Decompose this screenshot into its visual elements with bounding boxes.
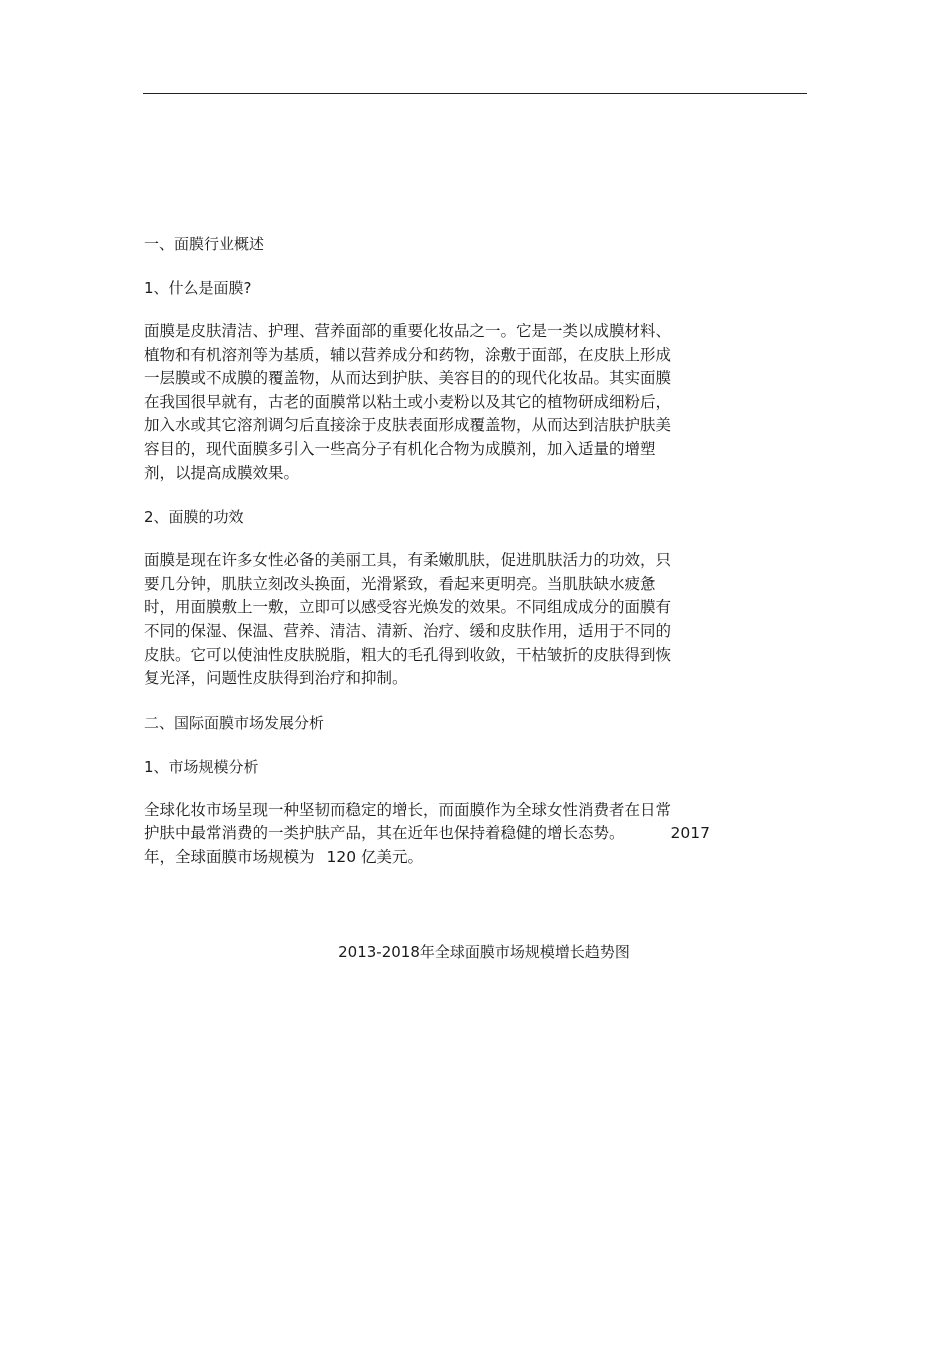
paragraph-market-size xyxy=(144,799,756,870)
paragraph-line: 时，用面膜敷上一敷，立即可以感受容光焕发的效果。不同组成成分的面膜有 xyxy=(144,598,672,617)
document-body xyxy=(144,232,756,890)
paragraph-line: 全球化妆市场呈现一种坚韧而稳定的增长，而面膜作为全球女性消费者在日常 xyxy=(144,800,672,819)
section-1-heading: 一、面膜行业概述 xyxy=(144,235,265,253)
paragraph-mask-effects xyxy=(144,549,756,691)
header-rule xyxy=(143,93,807,94)
figure-caption: 2013-2018年全球面膜市场规模增长趋势图 xyxy=(338,943,630,961)
paragraph-what-is-mask xyxy=(144,320,756,485)
paragraph-line: 加入水或其它溶剂调匀后直接涂于皮肤表面形成覆盖物，从而达到洁肤护肤美 xyxy=(144,416,672,435)
paragraph-line: 剂，以提高成膜效果。 xyxy=(144,463,300,482)
section-2-heading: 二、国际面膜市场发展分析 xyxy=(144,713,325,732)
market-size-value: 120 亿美元。 xyxy=(326,847,424,866)
paragraph-line: 一层膜或不成膜的覆盖物，从而达到护肤、美容目的的现代化妆品。其实面膜 xyxy=(144,369,672,388)
paragraph-line: 面膜是皮肤清洁、护理、营养面部的重要化妆品之一。它是一类以成膜材料、 xyxy=(144,322,672,340)
paragraph-line: 容目的，现代面膜多引入一些高分子有机化合物为成膜剂，加入适量的增塑 xyxy=(144,439,656,458)
market-size-label: 年，全球面膜市场规模为 xyxy=(144,847,315,866)
paragraph-line: 不同的保湿、保温、营养、清洁、清新、治疗、缓和皮肤作用，适用于不同的 xyxy=(144,621,672,640)
market-growth-text: 护肤中最常消费的一类护肤产品，其在近年也保持着稳健的增长态势。 xyxy=(144,824,625,843)
subsection-2-1-heading: 1、市场规模分析 xyxy=(144,757,259,776)
paragraph-line: 复光泽，问题性皮肤得到治疗和抑制。 xyxy=(144,669,408,688)
paragraph-line: 面膜是现在许多女性必备的美丽工具，有柔嫩肌肤，促进肌肤活力的功效，只 xyxy=(144,551,672,570)
paragraph-line xyxy=(144,846,756,870)
subsection-1-2-heading: 2、面膜的功效 xyxy=(144,508,244,527)
subsection-1-1-heading: 1、什么是面膜? xyxy=(144,279,252,297)
paragraph-line: 植物和有机溶剂等为基质，辅以营养成分和药物，涂敷于面部，在皮肤上形成 xyxy=(144,345,672,364)
paragraph-line: 皮肤。它可以使油性皮肤脱脂，粗大的毛孔得到收敛，干枯皱折的皮肤得到恢 xyxy=(144,645,672,664)
year-value: 2017 xyxy=(670,824,710,843)
paragraph-line: 在我国很早就有，古老的面膜常以粘土或小麦粉以及其它的植物研成细粉后， xyxy=(144,392,672,411)
paragraph-line xyxy=(144,822,756,846)
paragraph-line: 要几分钟，肌肤立刻改头换面，光滑紧致，看起来更明亮。当肌肤缺水疲惫 xyxy=(144,574,656,593)
